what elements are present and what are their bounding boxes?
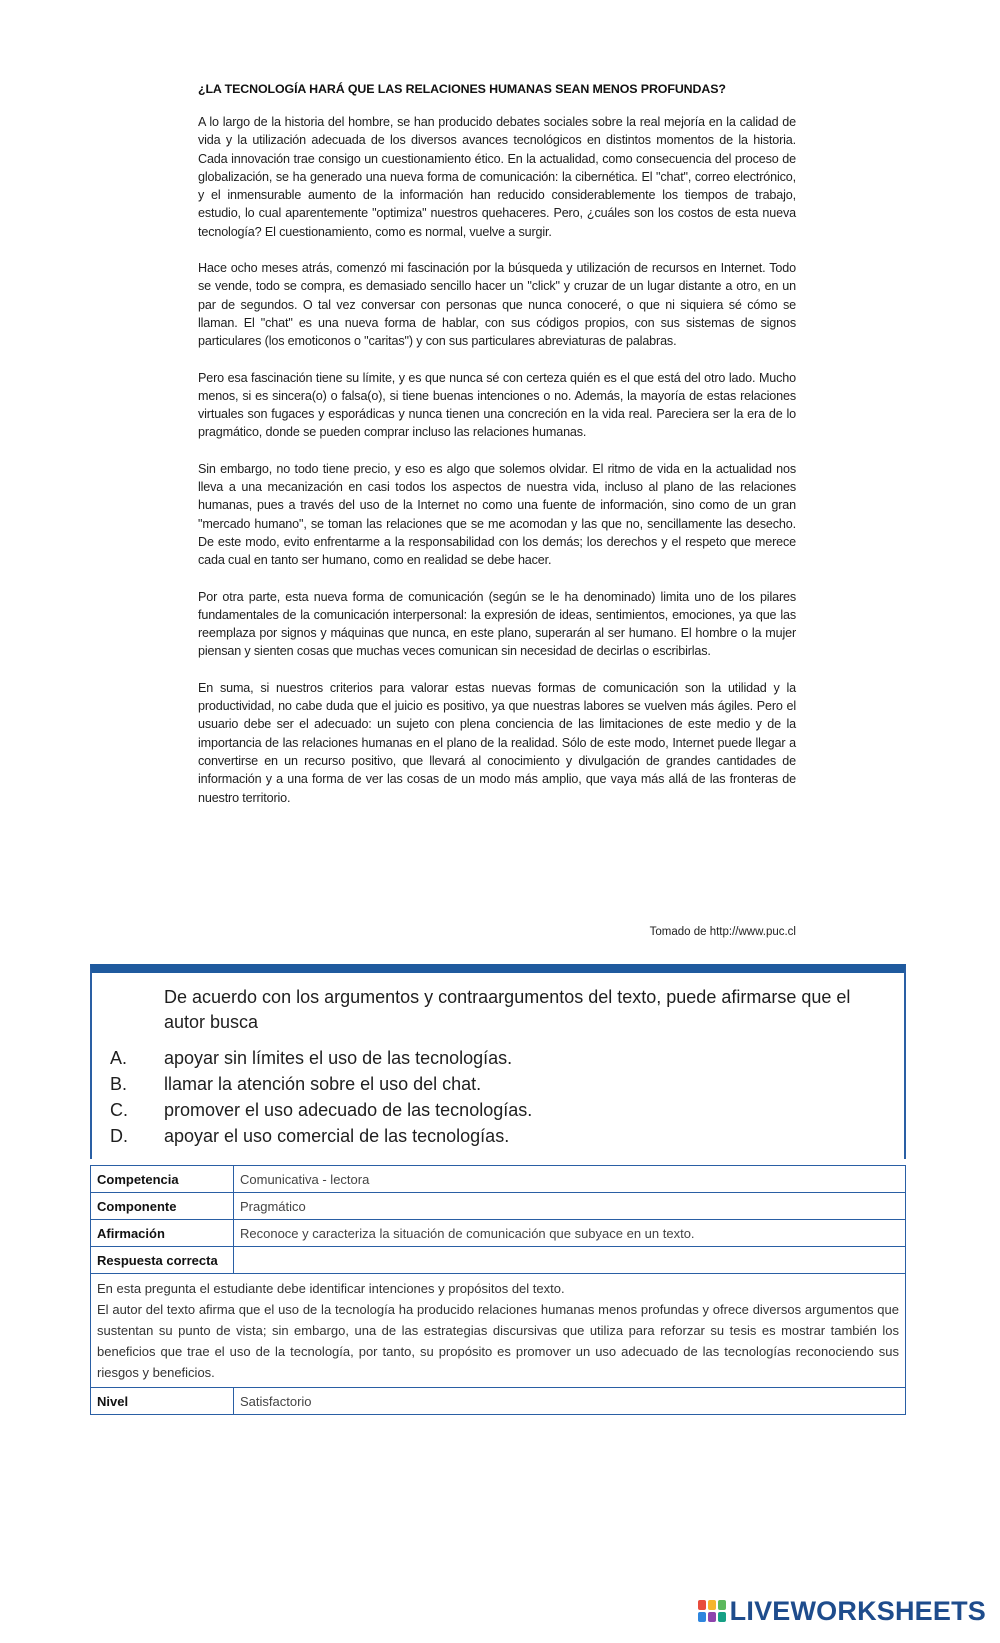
afirmacion-label: Afirmación bbox=[91, 1220, 234, 1247]
article-paragraph-5: Por otra parte, esta nueva forma de comunicación (según se le ha denominado) limita uno de los pilares fundamentales de la comunicación interpersonal: la expresión de ideas, sentimientos, emociones, ya que las reemplaza por signos y máquinas que nunca, en este plano, superarán al ser humano. El hombre o la mujer piensan y sienten cosas que muchas veces comunican sin necesidad de decirlas o escribirlas. bbox=[198, 589, 796, 659]
logo-square bbox=[708, 1612, 716, 1622]
logo-square bbox=[708, 1600, 716, 1610]
article-source: Tomado de http://www.puc.cl bbox=[649, 926, 796, 938]
article-paragraph-6: En suma, si nuestros criterios para valorar estas nuevas formas de comunicación son la utilidad y la productividad, no cabe duda que el juicio es positivo, ya que nuestras labores se vuelven más ágiles. Pero el usuario debe ser el adecuado: un sujeto con plena conciencia de las limitaciones de este medio y de la importancia de las relaciones humanas en el plano de la realidad. Sólo de este modo, Internet puede llegar a convertirse en un recurso positivo, que llevará al conocimiento y divulgación de grandes cantidades de información y a una forma de ver las cosas de un modo más amplio, que vaya más allá de las fronteras de nuestro territorio. bbox=[198, 680, 796, 805]
answer-options bbox=[110, 1045, 904, 1149]
row-afirmacion bbox=[91, 1220, 906, 1247]
logo-square bbox=[718, 1612, 726, 1622]
option-letter: C. bbox=[110, 1100, 128, 1120]
logo-text: LIVEWORKSHEETS bbox=[729, 1596, 986, 1626]
afirmacion-value: Reconoce y caracteriza la situación de comunicación que subyace en un texto. bbox=[234, 1220, 906, 1247]
row-componente bbox=[91, 1193, 906, 1220]
nivel-label: Nivel bbox=[91, 1388, 234, 1415]
liveworksheets-logo bbox=[698, 1596, 986, 1627]
question-stem: De acuerdo con los argumentos y contraargumentos del texto, puede afirmarse que el autor busca bbox=[164, 987, 851, 1032]
option-letter: B. bbox=[110, 1074, 128, 1094]
article-paragraph-1: A lo largo de la historia del hombre, se han producido debates sociales sobre la real mejoría en la calidad de vida y la utilización adecuada de los diversos avances tecnológicos en distintos momentos de la historia. Cada innovación trae consigo un cuestionamiento ético. En la actualidad, como consecuencia del proceso de globalización, se ha generado una nueva forma de comunicación: la cibernética. El "chat", correo electrónico, y el inmensurable aumento de la información han reducido considerablemente los tiempos de trabajo, estudio, lo cual aparentemente "optimiza" nuestros quehaceres. Pero, ¿cuáles son los costos de esta nueva tecnología? El cuestionamiento, como es normal, vuelve a surgir. bbox=[198, 115, 796, 239]
respuesta-input[interactable] bbox=[234, 1247, 906, 1274]
explanation-body: El autor del texto afirma que el uso de la tecnología ha producido relaciones humanas menos profundas y ofrece diversos argumentos que sustentan su punto de vista; sin embargo, una de las estrategias discursivas que utiliza para reforzar su tesis es mostrar también los beneficios que trae el uso de la tecnología, por tanto, su propósito es promover un uso adecuado de las tecnologías reconociendo sus riesgos y beneficios. bbox=[97, 1302, 899, 1380]
competencia-value: Comunicativa - lectora bbox=[234, 1166, 906, 1193]
article-paragraph-4: Sin embargo, no todo tiene precio, y eso es algo que solemos olvidar. El ritmo de vida en la actualidad nos lleva a una mecanización en casi todos los aspectos de nuestra vida, incluso al plano de las relaciones humanas, pues a través del uso de la Internet no como una fuente de información, sino como de un gran "mercado humano", se toman las relaciones que se me acomodan y las que no, sencillamente las desecho. De este modo, evito enfrentarme a la responsabilidad con los demás; los derechos y el respeto que merece cada cual en tanto ser humano, como en realidad se debe hacer. bbox=[198, 461, 796, 568]
option-text: llamar la atención sobre el uso del chat. bbox=[164, 1074, 482, 1094]
option-a[interactable] bbox=[110, 1045, 904, 1071]
explanation-intro: En esta pregunta el estudiante debe identificar intenciones y propósitos del texto. bbox=[97, 1281, 565, 1296]
nivel-value: Satisfactorio bbox=[234, 1388, 906, 1415]
logo-square bbox=[718, 1600, 726, 1610]
option-text: apoyar sin límites el uso de las tecnologías. bbox=[164, 1048, 513, 1068]
article-paragraph-3: Pero esa fascinación tiene su límite, y es que nunca sé con certeza quién es el que está del otro lado. Mucho menos, si es sincera(o) o falsa(o), si tiene buenas intenciones o no. Además, la mayoría de estas relaciones virtuales son fugaces y esporádicas y nunca tienen una concreción en la vida real. Pareciera ser la era de lo pragmático, donde se pueden comprar incluso las relaciones humanas. bbox=[198, 370, 796, 440]
option-letter: D. bbox=[110, 1126, 128, 1146]
article-paragraph-2: Hace ocho meses atrás, comenzó mi fascinación por la búsqueda y utilización de recursos en Internet. Todo se vende, todo se compra, es demasiado sencillo hacer un "click" y cruzar de un lugar distante a otro, en un par de segundos. O tal vez conversar con personas que nunca conoceré, o que ni siquiera sé cómo se llaman. El "chat" es una nueva forma de hablar, con sus códigos propios, con sus sistemas de signos particulares (los emoticonos o "caritas") y con sus particulares abreviaturas de palabras. bbox=[198, 261, 796, 349]
row-competencia bbox=[91, 1166, 906, 1193]
logo-icon bbox=[698, 1600, 726, 1624]
article-title: ¿LA TECNOLOGÍA HARÁ QUE LAS RELACIONES HUMANAS SEAN MENOS PROFUNDAS? bbox=[198, 82, 726, 96]
question-box bbox=[90, 964, 906, 1159]
row-explanation bbox=[91, 1274, 906, 1388]
article bbox=[198, 82, 796, 825]
explanation-cell bbox=[91, 1274, 906, 1388]
option-text: apoyar el uso comercial de las tecnologías. bbox=[164, 1126, 510, 1146]
info-table bbox=[90, 1165, 906, 1415]
componente-label: Componente bbox=[91, 1193, 234, 1220]
option-text: promover el uso adecuado de las tecnologías. bbox=[164, 1100, 533, 1120]
option-d[interactable] bbox=[110, 1123, 904, 1149]
logo-square bbox=[698, 1612, 706, 1622]
competencia-label: Competencia bbox=[91, 1166, 234, 1193]
row-respuesta bbox=[91, 1247, 906, 1274]
option-letter: A. bbox=[110, 1048, 128, 1068]
option-b[interactable] bbox=[110, 1071, 904, 1097]
componente-value: Pragmático bbox=[234, 1193, 906, 1220]
row-nivel bbox=[91, 1388, 906, 1415]
respuesta-label: Respuesta correcta bbox=[91, 1247, 234, 1274]
logo-square bbox=[698, 1600, 706, 1610]
option-c[interactable] bbox=[110, 1097, 904, 1123]
